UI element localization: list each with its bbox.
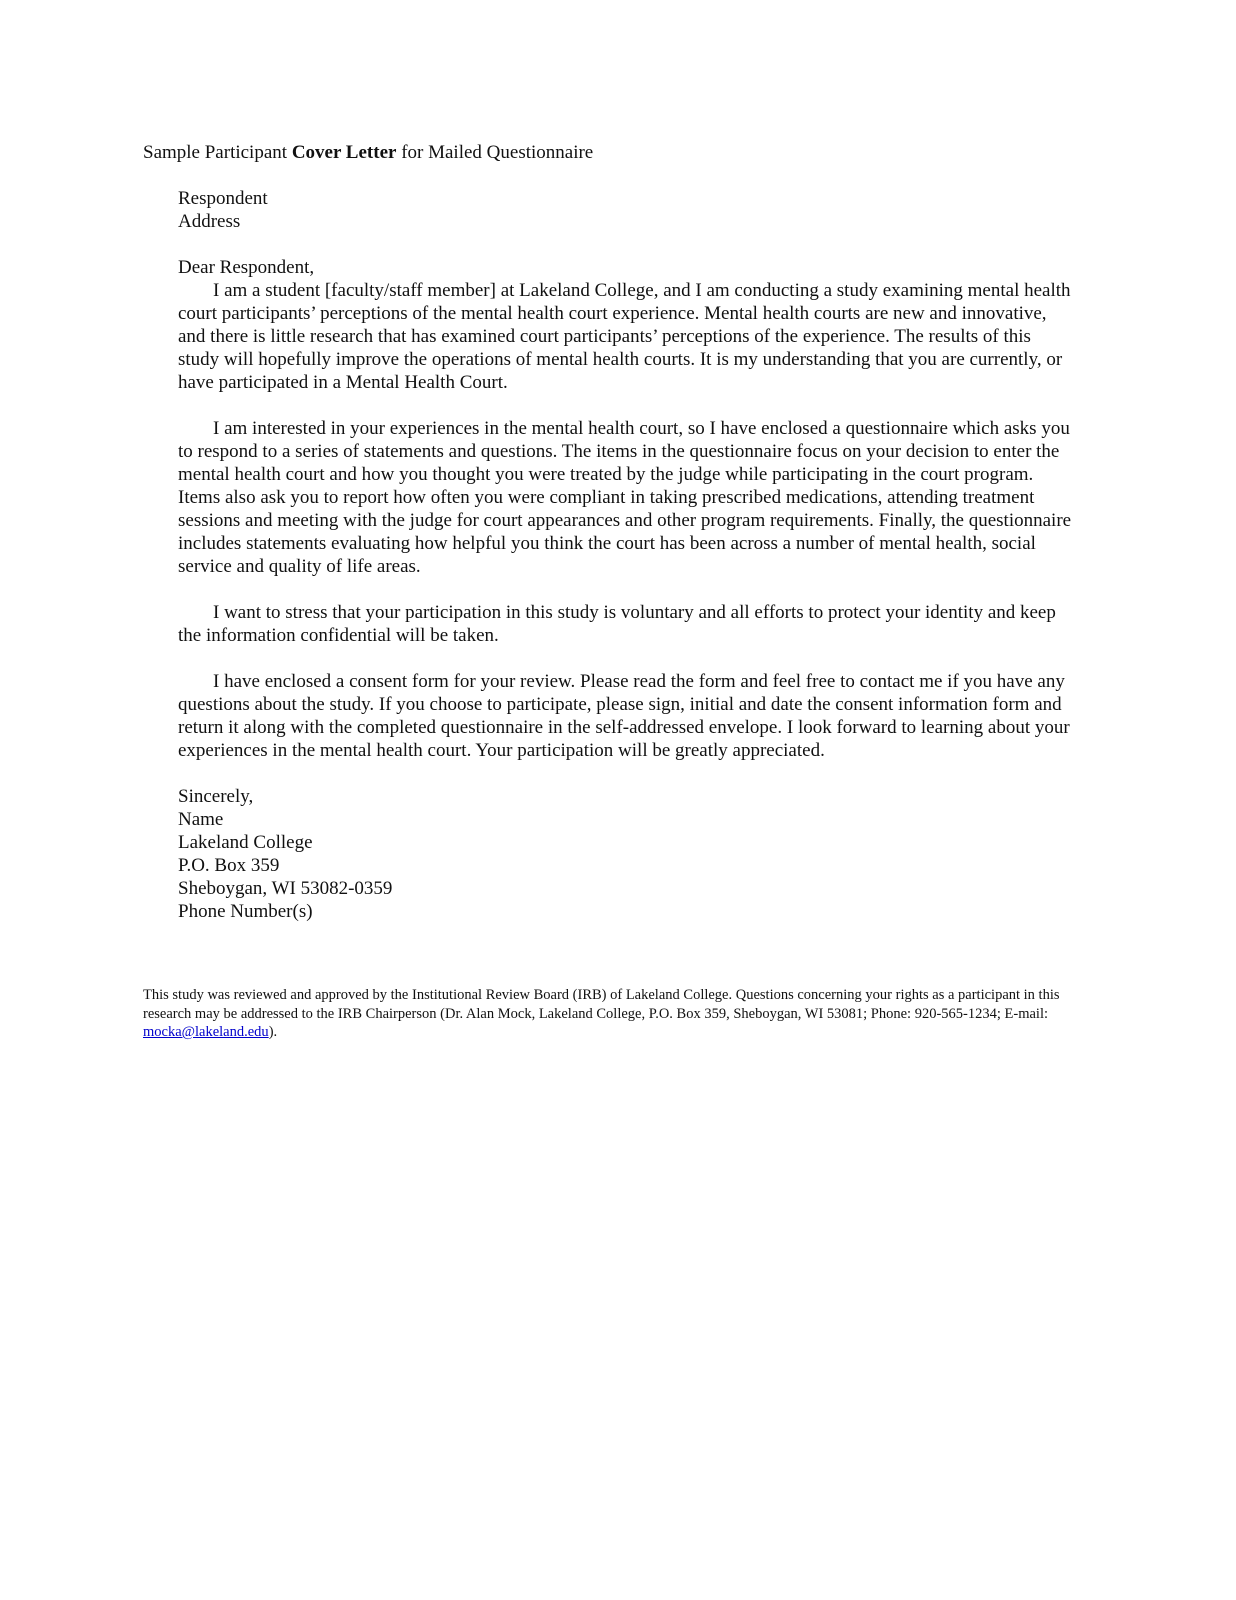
paragraph-1: I am a student [faculty/staff member] at Lakeland College, and I am conducting a study examining mental health court participants’ perceptions of the mental health court experience. Mental health courts are new and innovative, and there is little research that has examined court participants’ perceptions of the experience. The results of this study will hopefully improve the operations of mental health courts. It is my understanding that you are currently, or have participated in a Mental Health Court. <box>178 280 1071 393</box>
title-suffix: for Mailed Questionnaire <box>396 142 594 163</box>
recipient-name: Respondent <box>178 188 268 209</box>
paragraph-4: I have enclosed a consent form for your review. Please read the form and feel free to contact me if you have any questions about the study. If you choose to participate, please sign, initial and date the consent information form and return it along with the completed questionnaire in the self-addressed envelope. I look forward to learning about your experiences in the mental health court. Your participation will be greatly appreciated. <box>178 671 1070 761</box>
signer-name: Name <box>178 809 224 830</box>
paragraph-2: I am interested in your experiences in the mental health court, so I have enclosed a questionnaire which asks you to respond to a series of statements and questions. The items in the questionnaire focus on your decision to enter the mental health court and how you thought you were treated by the judge while participating in the court program. Items also ask you to report how often you were compliant in taking prescribed medications, attending treatment sessions and meeting with the judge for court appearances and other program requirements. Finally, the questionnaire includes statements evaluating how helpful you think the court has been across a number of mental health, social service and quality of life areas. <box>178 418 1072 577</box>
signer-institution: Lakeland College <box>178 832 313 853</box>
recipient-address: Address <box>178 211 241 232</box>
signer-phone: Phone Number(s) <box>178 901 313 922</box>
footer-text: This study was reviewed and approved by the Institutional Review Board (IRB) of Lakeland College. Questions concerning your rights as a participant in this research may be addressed to the IRB Chairperson (Dr. Alan Mock, Lakeland College, P.O. Box 359, Sheboygan, WI 53081; Phone: 920-565-1234; E-mail: <box>143 987 1060 1022</box>
salutation: Dear Respondent, <box>178 257 315 278</box>
paragraph-3: I want to stress that your participation in this study is voluntary and all efforts to protect your identity and keep the information confidential will be taken. <box>178 602 1056 646</box>
irb-email-link[interactable]: mocka@lakeland.edu <box>143 1024 269 1040</box>
valediction: Sincerely, <box>178 786 254 807</box>
letter-body <box>178 187 1078 923</box>
footer-after: ). <box>268 1024 278 1040</box>
signer-city-state-zip: Sheboygan, WI 53082-0359 <box>178 878 393 899</box>
signer-po-box: P.O. Box 359 <box>178 855 280 876</box>
document-title <box>143 141 593 165</box>
title-prefix: Sample Participant <box>143 142 292 163</box>
title-bold: Cover Letter <box>291 142 397 163</box>
irb-footer-note <box>143 986 1068 1042</box>
